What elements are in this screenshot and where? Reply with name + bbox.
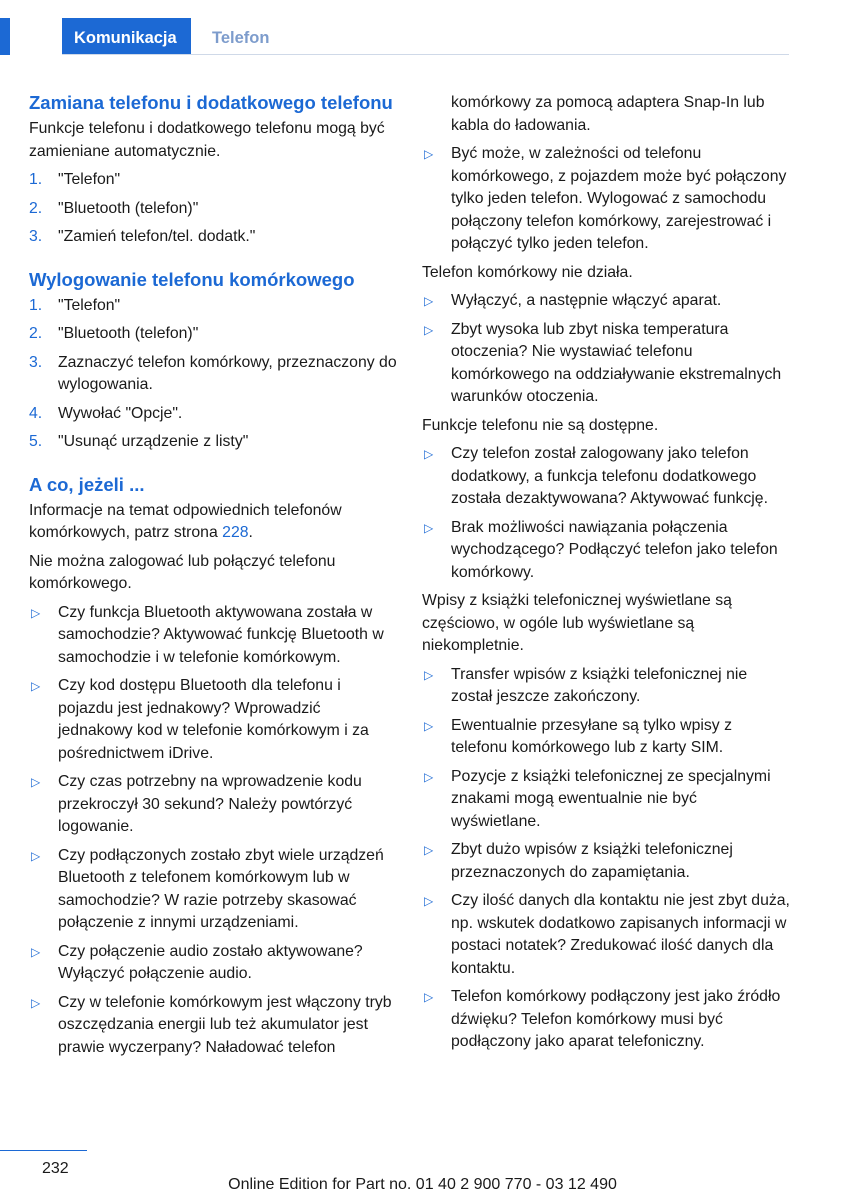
step-text: "Usunąć urządzenie z listy" xyxy=(58,433,249,450)
list-item: ▷ Być może, w zależności od telefonu komórkowego, z pojazdem może być połączony tylko jeden telefon. Wylogować z samochodu połączony telefon komórkowy, zarejestrować i połączyć tylko jeden telefon. xyxy=(424,145,787,252)
triangle-right-outline-icon: ▷ xyxy=(31,679,41,693)
list-item: ▷ Czy funkcja Bluetooth aktywowana została w samochodzie? Aktywować funkcję Bluetooth w samochodzie i w telefonie komórkowym. xyxy=(31,603,384,666)
section-title-logout: Wylogowanie telefonu komórkowego xyxy=(29,268,355,290)
phonebook-solutions xyxy=(422,664,790,1054)
step-item xyxy=(29,431,397,454)
switch-phone-steps xyxy=(29,169,397,249)
list-item: ▷ Telefon komórkowy podłączony jest jako źródło dźwięku? Telefon komórkowy musi być podłączony jako aparat telefoniczny. xyxy=(424,988,781,1050)
left-column xyxy=(29,92,397,1065)
problem-functions-unavailable: Funkcje telefonu nie są dostępne. xyxy=(422,416,659,434)
triangle-right-outline-icon: ▷ xyxy=(424,147,434,161)
triangle-right-outline-icon: ▷ xyxy=(31,848,41,863)
step-text: "Bluetooth (telefon)" xyxy=(58,199,199,217)
step-number: 2. xyxy=(29,199,43,217)
right-column xyxy=(422,92,790,1060)
list-item: ▷ Czy połączenie audio zostało aktywowane? Wyłączyć połączenie audio. xyxy=(31,942,363,982)
section-text-switch-phone: Funkcje telefonu i dodatkowego telefonu mogą być zamieniane automatycznie. xyxy=(29,120,385,160)
step-number: 5. xyxy=(29,433,43,450)
triangle-right-outline-icon: ▷ xyxy=(31,995,41,1010)
triangle-right-outline-icon: ▷ xyxy=(424,520,434,535)
step-text: Wywołać "Opcje". xyxy=(58,404,183,422)
logout-steps xyxy=(29,295,397,454)
list-item: ▷ Wyłączyć, a następnie włączyć aparat. xyxy=(422,290,790,313)
section-title-troubleshooting: A co, jeżeli ... xyxy=(29,473,145,495)
not-working-solutions xyxy=(422,290,790,409)
step-number: 1. xyxy=(29,296,43,314)
step-item xyxy=(29,352,397,397)
step-number: 3. xyxy=(29,228,43,245)
list-item: ▷ Zbyt wysoka lub zbyt niska temperatura otoczenia? Nie wystawiać telefonu komórkowego na oddziaływanie ekstremalnych warunków otoczenia. xyxy=(424,320,782,405)
edition-note: Online Edition for Part no. 01 40 2 900 770 - 03 12 490 xyxy=(228,1176,617,1193)
list-item: ▷ Transfer wpisów z książki telefonicznej nie został jeszcze zakończony. xyxy=(424,665,748,705)
list-item: ▷ Pozycje z książki telefonicznej ze specjalnymi znakami mogą ewentualnie nie być wyświetlane. xyxy=(424,767,771,830)
connect-solutions xyxy=(29,602,397,1060)
header-divider xyxy=(62,54,789,55)
triangle-right-outline-icon: ▷ xyxy=(424,894,434,908)
step-item xyxy=(29,226,397,249)
triangle-right-outline-icon: ▷ xyxy=(424,769,434,784)
step-item xyxy=(29,198,397,221)
list-item: ▷ Czy ilość danych dla kontaktu nie jest zbyt duża, np. wskutek dodatkowo zapisanych informacji w postaci notatek? Zredukować ilość danych dla kontaktu. xyxy=(424,892,790,977)
triangle-right-outline-icon: ▷ xyxy=(424,990,434,1004)
step-item xyxy=(29,169,397,192)
step-item xyxy=(29,295,397,318)
list-item: ▷ Czy kod dostępu Bluetooth dla telefonu i pojazdu jest jednakowy? Wprowadzić jednakowy kod w telefonie komórkowym i za pośrednictwem iDrive. xyxy=(31,677,369,762)
list-item: ▷ Czy telefon został zalogowany jako telefon dodatkowy, a funkcja telefonu dodatkowego została dezaktywowana? Aktywować funkcję. xyxy=(424,445,768,507)
footer-divider xyxy=(0,1150,87,1151)
triangle-right-outline-icon: ▷ xyxy=(424,322,434,337)
step-text: "Telefon" xyxy=(58,296,121,314)
triangle-right-outline-icon: ▷ xyxy=(31,944,41,959)
step-number: 1. xyxy=(29,171,43,188)
step-number: 2. xyxy=(29,325,43,342)
continued-text: komórkowy za pomocą adaptera Snap-In lub kabla do ładowania. xyxy=(451,94,765,134)
triangle-right-outline-icon: ▷ xyxy=(424,294,434,308)
triangle-right-outline-icon: ▷ xyxy=(424,447,434,461)
step-text: "Zamień telefon/tel. dodatk." xyxy=(58,228,256,245)
step-text: "Bluetooth (telefon)" xyxy=(58,325,199,342)
step-number: 4. xyxy=(29,404,43,422)
tab-komunikacja[interactable]: Komunikacja xyxy=(62,18,191,55)
list-item: ▷ Czy czas potrzebny na wprowadzenie kodu przekroczył 30 sekund? Należy powtórzyć logowanie. xyxy=(31,773,362,835)
problem-cannot-connect: Nie można zalogować lub połączyć telefonu komórkowego. xyxy=(29,552,336,592)
list-item: ▷ Brak możliwości nawiązania połączenia wychodzącego? Podłączyć telefon jako telefon komórkowy. xyxy=(424,518,778,581)
page-link[interactable]: 228 xyxy=(222,524,249,541)
list-item: ▷ Czy podłączonych zostało zbyt wiele urządzeń Bluetooth z telefonem komórkowym lub w samochodzie? W razie potrzeby skasować połączenie z innymi urządzeniami. xyxy=(31,846,384,931)
step-number: 3. xyxy=(29,353,43,371)
connect-solutions-continued xyxy=(422,143,790,256)
step-item xyxy=(29,403,397,426)
triangle-right-outline-icon: ▷ xyxy=(424,843,434,857)
page-number: 232 xyxy=(42,1160,69,1177)
triangle-right-outline-icon: ▷ xyxy=(424,667,434,682)
header-accent-bar xyxy=(0,18,10,55)
list-item: ▷ Ewentualnie przesyłane są tylko wpisy z telefonu komórkowego lub z karty SIM. xyxy=(424,716,732,756)
problem-phone-not-working: Telefon komórkowy nie działa. xyxy=(422,263,633,281)
list-item: ▷ Czy w telefonie komórkowym jest włączony tryb oszczędzania energii lub też akumulator jest prawie wyczerpany? Naładować telefon xyxy=(31,993,392,1056)
section-title-switch-phone: Zamiana telefonu i dodatkowego telefonu xyxy=(29,92,393,113)
problem-phonebook: Wpisy z książki telefonicznej wyświetlane są częściowo, w ogóle lub wyświetlane są niekompletnie. xyxy=(422,592,732,654)
step-text: "Telefon" xyxy=(58,171,121,188)
triangle-right-outline-icon: ▷ xyxy=(31,775,41,789)
tab-telefon[interactable]: Telefon xyxy=(212,29,270,47)
troubleshooting-intro: Informacje na temat odpowiednich telefonów komórkowych, patrz strona 228. xyxy=(29,501,342,541)
triangle-right-outline-icon: ▷ xyxy=(31,605,41,620)
step-item xyxy=(29,323,397,346)
step-text: Zaznaczyć telefon komórkowy, przeznaczony do wylogowania. xyxy=(58,353,397,393)
list-item: ▷ Zbyt dużo wpisów z książki telefonicznej przeznaczonych do zapamiętania. xyxy=(424,841,733,881)
functions-solutions xyxy=(422,443,790,584)
triangle-right-outline-icon: ▷ xyxy=(424,718,434,733)
